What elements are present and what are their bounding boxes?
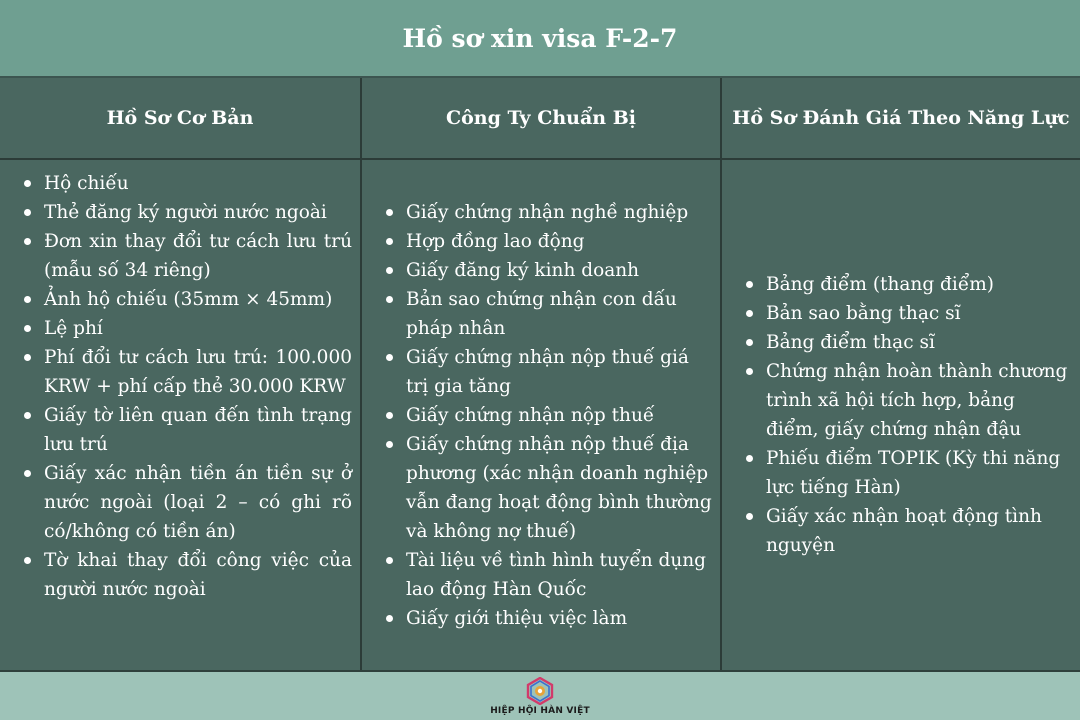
list-item: Đơn xin thay đổi tư cách lưu trú (mẫu số 34 riêng)	[44, 227, 352, 285]
list-item: Bảng điểm (thang điểm)	[766, 270, 1072, 299]
list-item: Giấy chứng nhận nộp thuế địa phương (xác nhận doanh nghiệp vẫn đang hoạt động bình thường và không nợ thuế)	[406, 430, 712, 546]
column-heading: Hồ Sơ Đánh Giá Theo Năng Lực	[722, 78, 1080, 160]
list-item: Bản sao bằng thạc sĩ	[766, 299, 1072, 328]
association-logo-icon	[525, 677, 555, 705]
list-item: Phiếu điểm TOPIK (Kỳ thi năng lực tiếng Hàn)	[766, 444, 1072, 502]
list-item: Phí đổi tư cách lưu trú: 100.000 KRW + phí cấp thẻ 30.000 KRW	[44, 343, 352, 401]
column-competency-documents	[720, 78, 1080, 670]
document-list	[722, 270, 1080, 560]
column-heading: Công Ty Chuẩn Bị	[362, 78, 720, 160]
list-item: Giấy đăng ký kinh doanh	[406, 256, 712, 285]
page-title: Hồ sơ xin visa F-2-7	[0, 0, 1080, 78]
column-heading: Hồ Sơ Cơ Bản	[0, 78, 360, 160]
list-item: Giấy chứng nhận nghề nghiệp	[406, 198, 712, 227]
column-basic-documents	[0, 78, 360, 670]
requirements-table	[0, 78, 1080, 672]
list-item: Giấy chứng nhận nộp thuế giá trị gia tăng	[406, 343, 712, 401]
list-item: Bản sao chứng nhận con dấu pháp nhân	[406, 285, 712, 343]
list-item: Thẻ đăng ký người nước ngoài	[44, 198, 352, 227]
list-item: Hộ chiếu	[44, 169, 352, 198]
list-item: Giấy giới thiệu việc làm	[406, 604, 712, 633]
list-item: Tài liệu về tình hình tuyển dụng lao động Hàn Quốc	[406, 546, 712, 604]
list-item: Giấy chứng nhận nộp thuế	[406, 401, 712, 430]
list-item: Hợp đồng lao động	[406, 227, 712, 256]
list-item: Ảnh hộ chiếu (35mm × 45mm)	[44, 285, 352, 314]
list-item: Giấy xác nhận hoạt động tình nguyện	[766, 502, 1072, 560]
list-item: Bảng điểm thạc sĩ	[766, 328, 1072, 357]
list-item: Giấy xác nhận tiền án tiền sự ở nước ngoài (loại 2 – có ghi rõ có/không có tiền án)	[44, 459, 352, 546]
logo-text: HIỆP HỘI HÀN VIỆT	[490, 705, 590, 716]
footer	[0, 672, 1080, 720]
list-item: Chứng nhận hoàn thành chương trình xã hội tích hợp, bảng điểm, giấy chứng nhận đậu	[766, 357, 1072, 444]
list-item: Giấy tờ liên quan đến tình trạng lưu trú	[44, 401, 352, 459]
document-list	[362, 198, 720, 633]
column-company-documents	[360, 78, 720, 670]
list-item: Lệ phí	[44, 314, 352, 343]
document-list	[0, 169, 360, 604]
list-item: Tờ khai thay đổi công việc của người nước ngoài	[44, 546, 352, 604]
